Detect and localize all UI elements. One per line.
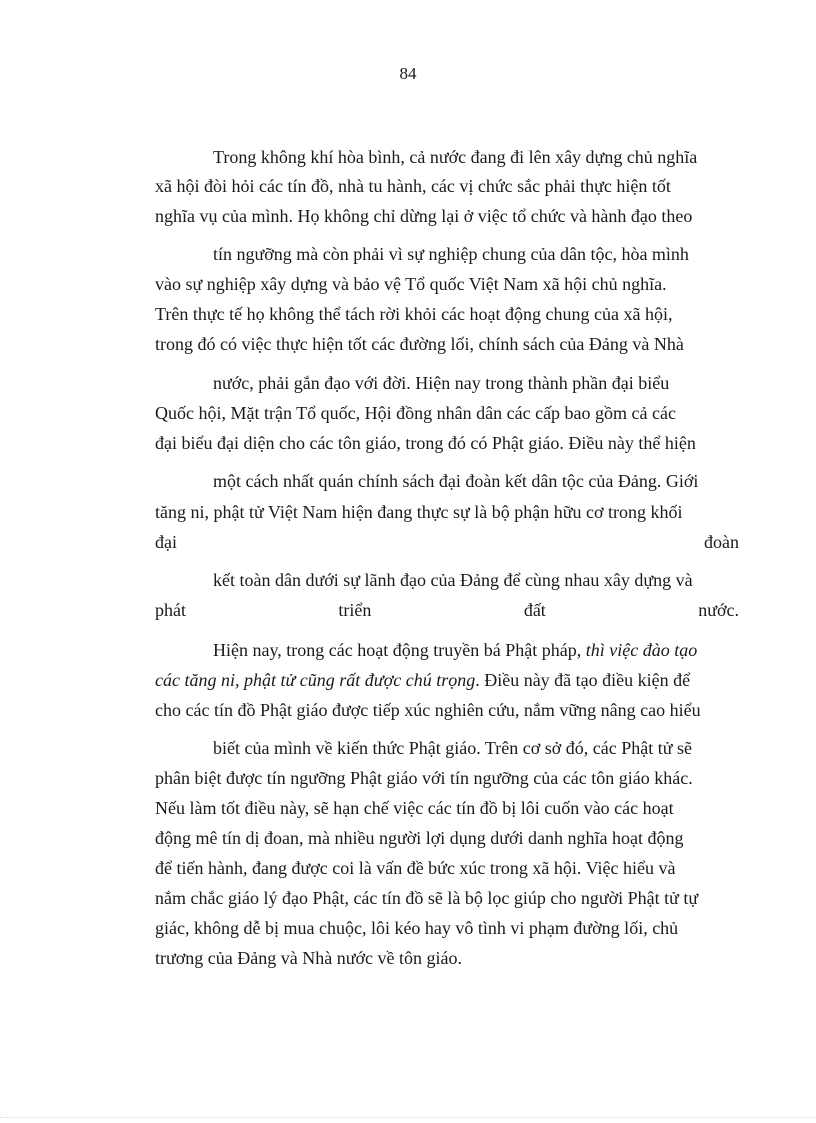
text-line: trong đó có việc thực hiện tốt các đường lối, chính sách của Đảng và Nhà xyxy=(155,334,684,354)
text-line xyxy=(155,531,739,553)
word: phát xyxy=(155,600,186,620)
word: đoàn xyxy=(704,532,739,552)
word: triển xyxy=(338,600,372,620)
text-run: . Điều này đã tạo điều kiện để xyxy=(475,670,691,690)
text-line: cho các tín đồ Phật giáo được tiếp xúc nghiên cứu, nắm vững nâng cao hiểu xyxy=(155,700,701,720)
page-number: 84 xyxy=(399,64,417,83)
text-line: giác, không dễ bị mua chuộc, lôi kéo hay vô tình vi phạm đường lối, chủ xyxy=(155,918,679,938)
text-line: xã hội đòi hỏi các tín đồ, nhà tu hành, các vị chức sắc phải thực hiện tốt xyxy=(155,176,671,196)
text-line: Trong không khí hòa bình, cả nước đang đi lên xây dựng chủ nghĩa xyxy=(213,147,698,167)
text-line xyxy=(213,639,697,661)
text-line xyxy=(155,599,739,621)
text-line: kết toàn dân dưới sự lãnh đạo của Đảng để cùng nhau xây dựng và xyxy=(213,570,693,590)
text-line: tăng ni, phật tử Việt Nam hiện đang thực sự là bộ phận hữu cơ trong khối xyxy=(155,502,683,522)
text-line: vào sự nghiệp xây dựng và bảo vệ Tổ quốc Việt Nam xã hội chủ nghĩa. xyxy=(155,274,667,294)
text-line: trương của Đảng và Nhà nước về tôn giáo. xyxy=(155,948,462,968)
text-line: Nếu làm tốt điều này, sẽ hạn chế việc các tín đồ bị lôi cuốn vào các hoạt xyxy=(155,798,674,818)
text-line: phân biệt được tín ngưỡng Phật giáo với tín ngưỡng của các tôn giáo khác. xyxy=(155,768,693,788)
text-line: nắm chắc giáo lý đạo Phật, các tín đồ sẽ là bộ lọc giúp cho người Phật tử tự xyxy=(155,888,699,908)
word: nước. xyxy=(698,600,739,620)
text-line: tín ngưỡng mà còn phải vì sự nghiệp chung của dân tộc, hòa mình xyxy=(213,244,689,264)
italic-run: thì việc đào tạo xyxy=(585,640,698,660)
text-line: nước, phải gắn đạo với đời. Hiện nay trong thành phần đại biểu xyxy=(213,373,670,393)
text-line: đại biểu đại diện cho các tôn giáo, trong đó có Phật giáo. Điều này thể hiện xyxy=(155,433,696,453)
text-line: Trên thực tế họ không thể tách rời khỏi các hoạt động chung của xã hội, xyxy=(155,304,673,324)
text-line: để tiến hành, đang được coi là vấn đề bức xúc trong xã hội. Việc hiểu và xyxy=(155,858,676,878)
text-line xyxy=(155,669,690,691)
text-line: động mê tín dị đoan, mà nhiều người lợi dụng dưới danh nghĩa hoạt động xyxy=(155,828,684,848)
italic-run: các tăng ni, phật tử cũng rất được chú trọng xyxy=(155,670,476,690)
page-bottom-divider xyxy=(0,1117,816,1118)
text-line: nghĩa vụ của mình. Họ không chỉ dừng lại ở việc tổ chức và hành đạo theo xyxy=(155,206,693,226)
text-line: biết của mình về kiến thức Phật giáo. Trên cơ sở đó, các Phật tử sẽ xyxy=(213,738,692,758)
word: đất xyxy=(523,600,546,620)
text-line: Quốc hội, Mặt trận Tổ quốc, Hội đồng nhân dân các cấp bao gồm cả các xyxy=(155,403,676,423)
word: đại xyxy=(155,532,177,552)
text-line: một cách nhất quán chính sách đại đoàn kết dân tộc của Đảng. Giới xyxy=(213,471,699,491)
text-run: Hiện nay, trong các hoạt động truyền bá Phật pháp, xyxy=(213,640,586,660)
